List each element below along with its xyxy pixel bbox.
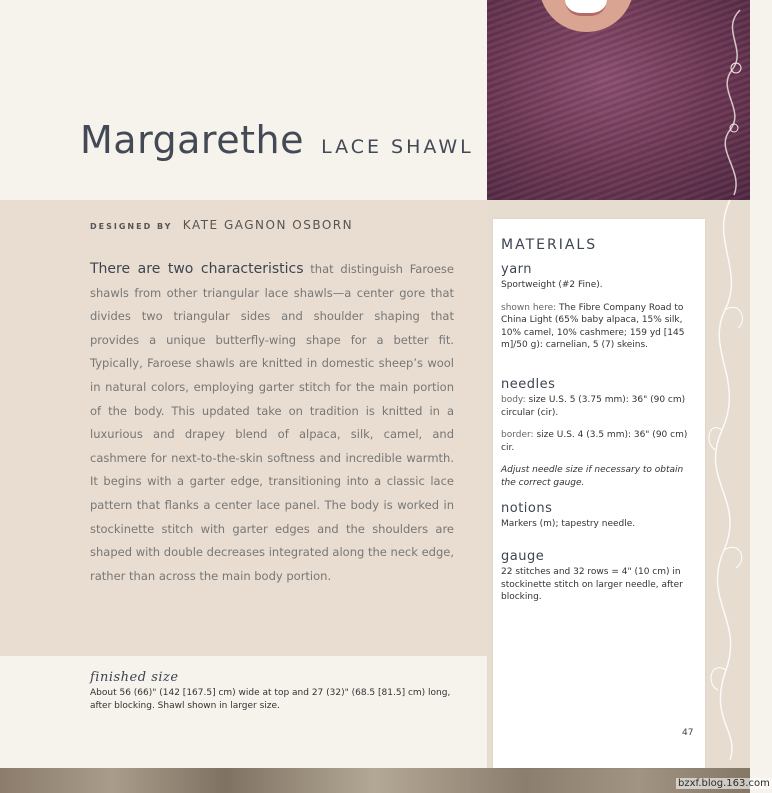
- finished-size-text: About 56 (66)" (142 [167.5] cm) wide at top and 27 (32)" (68.5 [81.5] cm) long, after blocking. Shawl shown in larger size.: [90, 688, 451, 711]
- needles-section: [501, 377, 696, 489]
- designer-credit: [90, 218, 353, 232]
- pattern-type: LACE SHAWL: [321, 136, 474, 158]
- designer-prefix: DESIGNED BY: [90, 222, 173, 231]
- needles-body-text: size U.S. 5 (3.75 mm): 36" (90 cm) circular (cir).: [501, 395, 686, 418]
- finished-size-section: [90, 670, 460, 713]
- materials-title: MATERIALS: [501, 237, 598, 253]
- shawl-photo: [487, 0, 750, 200]
- gauge-heading: gauge: [501, 549, 545, 564]
- needles-heading: needles: [501, 377, 556, 392]
- pattern-name: Margarethe: [80, 118, 304, 162]
- gauge-section: [501, 549, 696, 604]
- yarn-heading: yarn: [501, 262, 533, 277]
- floral-vine-ornament-icon: [700, 200, 750, 760]
- intro-paragraph: [90, 258, 454, 588]
- gauge-text: 22 stitches and 32 rows = 4" (10 cm) in stockinette stitch on larger needle, after blocking.: [501, 567, 683, 602]
- needles-body-label: body:: [501, 395, 526, 405]
- needles-border-label: border:: [501, 430, 534, 440]
- finished-size-heading: finished size: [90, 670, 179, 685]
- shown-here-label: shown here:: [501, 302, 557, 313]
- page-title: [80, 118, 474, 162]
- intro-lead: There are two characteristics: [90, 261, 304, 277]
- notions-heading: notions: [501, 501, 553, 516]
- ornament-icon: [710, 0, 750, 200]
- materials-card: [493, 219, 705, 768]
- needles-border: [501, 429, 696, 454]
- needles-note: Adjust needle size if necessary to obtain the correct gauge.: [501, 465, 684, 488]
- page-number: 47: [682, 728, 694, 738]
- designer-name: KATE GAGNON OSBORN: [182, 218, 354, 232]
- needles-body: [501, 394, 696, 419]
- needles-border-text: size U.S. 4 (3.5 mm): 36" (90 cm) cir.: [501, 430, 688, 453]
- intro-body: that distinguish Faroese shawls from other triangular lace shawls—a center gore that divides two triangular sides and shoulder shaping that provides a unique butterfly-wing shape for a better fit. Typically, Faroese shawls are knitted in domestic sheep’s wool in natural colors, employing garter stitch for the main portion of the body. This updated take on tradition is knitted in a luxurious and drapey blend of alpaca, silk, camel, and cashmere for next-to-the-skin softness and incredible warmth. It begins with a garter edge, transitioning into a classic lace pattern that flanks a center lace panel. The body is worked in stockinette stitch with garter edges and the shoulders are shaped with double decreases integrated along the neck edge, rather than across the main body portion.: [90, 262, 454, 583]
- yarn-section: [501, 262, 696, 352]
- shown-here-text: The Fibre Company Road to China Light (65% baby alpaca, 15% silk, 10% camel, 10% cashmere; 159 yd [145 m]/50 g): carnelian, 5 (7) skeins.: [501, 302, 685, 350]
- watermark: bzxf.blog.163.com: [678, 778, 770, 789]
- notions-section: [501, 501, 696, 531]
- wood-texture-strip: [0, 768, 750, 793]
- notions-text: Markers (m); tapestry needle.: [501, 519, 636, 529]
- yarn-weight: Sportweight (#2 Fine).: [501, 280, 603, 290]
- yarn-shown-here: [501, 302, 696, 352]
